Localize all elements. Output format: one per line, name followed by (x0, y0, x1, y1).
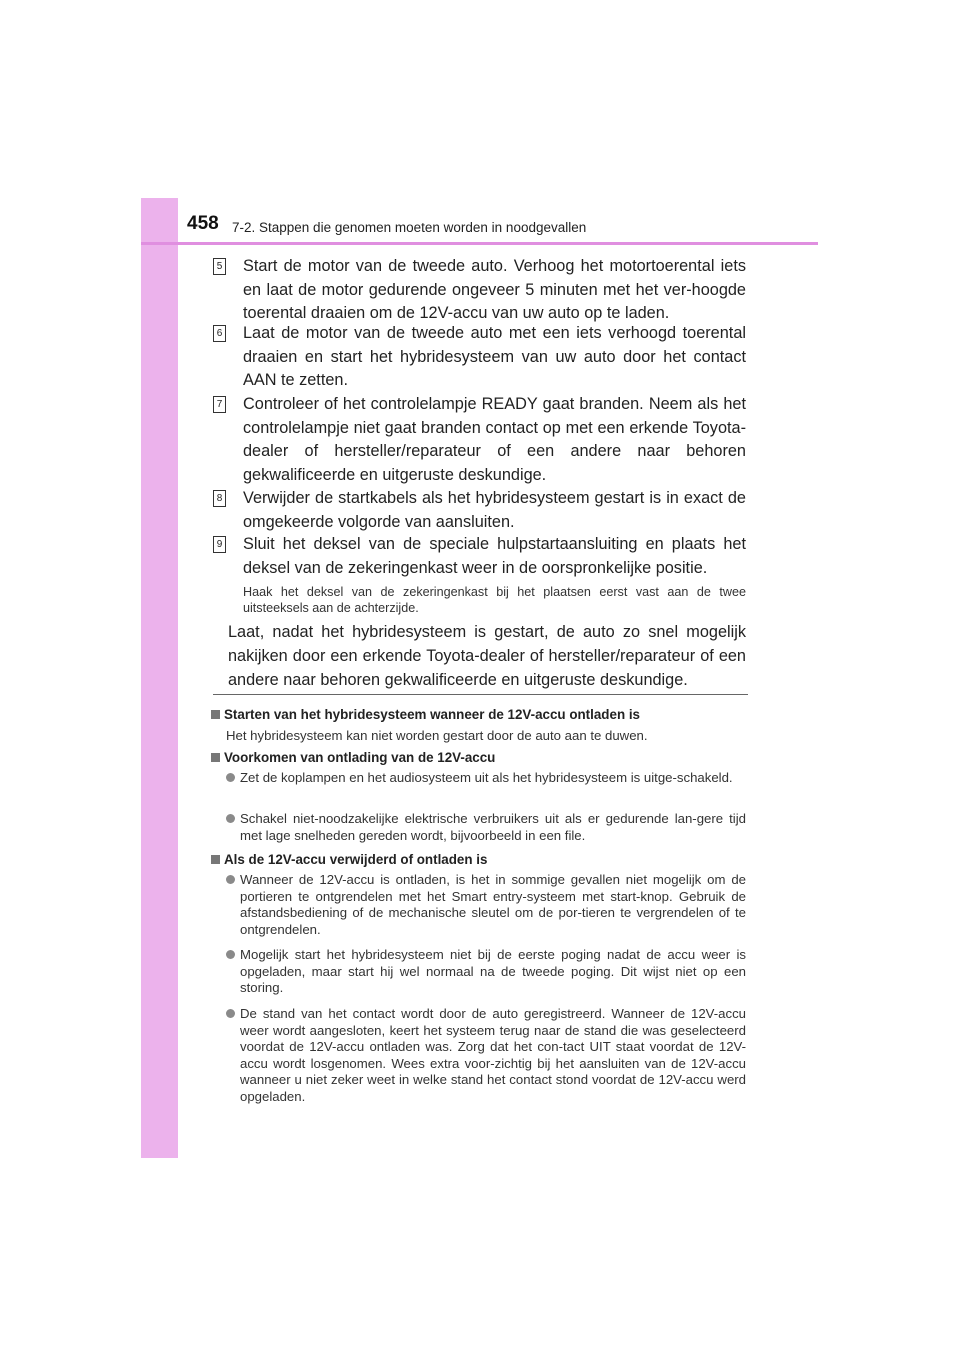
step-8 (213, 487, 746, 534)
step-text: Controleer of het controlelampje READY gaat branden. Neem als het controlelampje niet gaat branden contact op met een erkende Toyota-dealer of hersteller/reparateur of een andere naar behoren gekwalificeerde en uitgeruste deskundige. (243, 395, 746, 485)
info-heading-2 (211, 749, 495, 766)
circle-bullet-icon (226, 875, 235, 884)
section-divider (213, 694, 748, 695)
bullet-item (226, 947, 746, 997)
step-6 (213, 322, 746, 393)
square-bullet-icon (211, 753, 220, 762)
info-text-1: Het hybridesysteem kan niet worden gestart door de auto aan te duwen. (226, 728, 648, 743)
step-number: 5 (213, 258, 226, 275)
step-9 (213, 533, 746, 580)
circle-bullet-icon (226, 814, 235, 823)
info-heading-1 (211, 706, 640, 723)
step-text: Sluit het deksel van de speciale hulpstartaansluiting en plaats het deksel van de zekeringenkast weer in de oorspronkelijke positie. (243, 535, 746, 577)
bullet-item (226, 1006, 746, 1106)
info-heading-text: Voorkomen van ontlading van de 12V-accu (224, 750, 496, 765)
info-heading-text: Starten van het hybridesysteem wanneer de 12V-accu ontladen is (224, 707, 641, 722)
header-rule (141, 242, 818, 245)
square-bullet-icon (211, 710, 220, 719)
circle-bullet-icon (226, 773, 235, 782)
page-number: 458 (187, 213, 219, 234)
bullet-text: Wanneer de 12V-accu is ontladen, is het in sommige gevallen niet mogelijk om de portieren te ontgrendelen met het Smart entry-systeem met start-knop. Gebruik de afstandsbediening of de mechanische sleutel om de por-tieren te vergrendelen of te ontgrendelen. (240, 872, 746, 937)
bullet-item (226, 770, 746, 787)
step-number: 8 (213, 490, 226, 507)
step-text: Laat de motor van de tweede auto met een iets verhoogd toerental draaien en start het hybridesysteem van uw auto door het contact AAN te zetten. (243, 324, 746, 390)
bullet-text: De stand van het contact wordt door de auto geregistreerd. Wanneer de 12V-accu weer wordt aangesloten, keert het systeem terug naar de stand die was geselecteerd voordat de 12V-accu ontladen was. Zorg dat het con-tact UIT staat voordat de 12V-accu wordt losgenomen. Wees extra voor-zichtig bij het aansluiten van de 12V-accu wanneer u niet zeker weet in welke stand het contact stond voordat de 12V-accu werd opgeladen. (240, 1006, 746, 1104)
step-text: Verwijder de startkabels als het hybridesysteem gestart is in exact de omgekeerde volgorde van aansluiten. (243, 489, 746, 531)
step-5 (213, 255, 746, 326)
section-title: 7-2. Stappen die genomen moeten worden in noodgevallen (232, 220, 587, 235)
square-bullet-icon (211, 855, 220, 864)
step-text: Start de motor van de tweede auto. Verhoog het motortoerental iets en laat de motor gedurende ongeveer 5 minuten met het ver-hoogde toerental draaien om de 12V-accu van uw auto op te laden. (243, 257, 746, 323)
step-number: 9 (213, 536, 226, 553)
chapter-sidebar-tab (141, 198, 178, 1158)
circle-bullet-icon (226, 950, 235, 959)
step-note: Haak het deksel van de zekeringenkast bij het plaatsen eerst vast aan de twee uitsteeksels aan de achterzijde. (243, 585, 746, 615)
step-7 (213, 393, 746, 488)
info-heading-3 (211, 851, 487, 868)
bullet-text: Zet de koplampen en het audiosysteem uit als het hybridesysteem is uitge-schakeld. (240, 770, 733, 785)
step-number: 6 (213, 325, 226, 342)
bullet-text: Schakel niet-noodzakelijke elektrische verbruikers uit als er gedurende lan-gere tijd met lage snelheden gereden wordt, bijvoorbeeld in een file. (240, 811, 746, 843)
bullet-text: Mogelijk start het hybridesysteem niet bij de eerste poging nadat de accu weer is opgeladen, maar start hij wel normaal na de tweede poging. Dit wijst niet op een storing. (240, 947, 746, 996)
bullet-item (226, 811, 746, 844)
after-paragraph: Laat, nadat het hybridesysteem is gestart, de auto zo snel mogelijk nakijken door een erkende Toyota-dealer of hersteller/reparateur of een andere naar behoren gekwalificeerde en uitgeruste deskundige. (228, 623, 746, 689)
circle-bullet-icon (226, 1009, 235, 1018)
step-number: 7 (213, 396, 226, 413)
bullet-item (226, 872, 746, 938)
info-heading-text: Als de 12V-accu verwijderd of ontladen is (224, 852, 488, 867)
